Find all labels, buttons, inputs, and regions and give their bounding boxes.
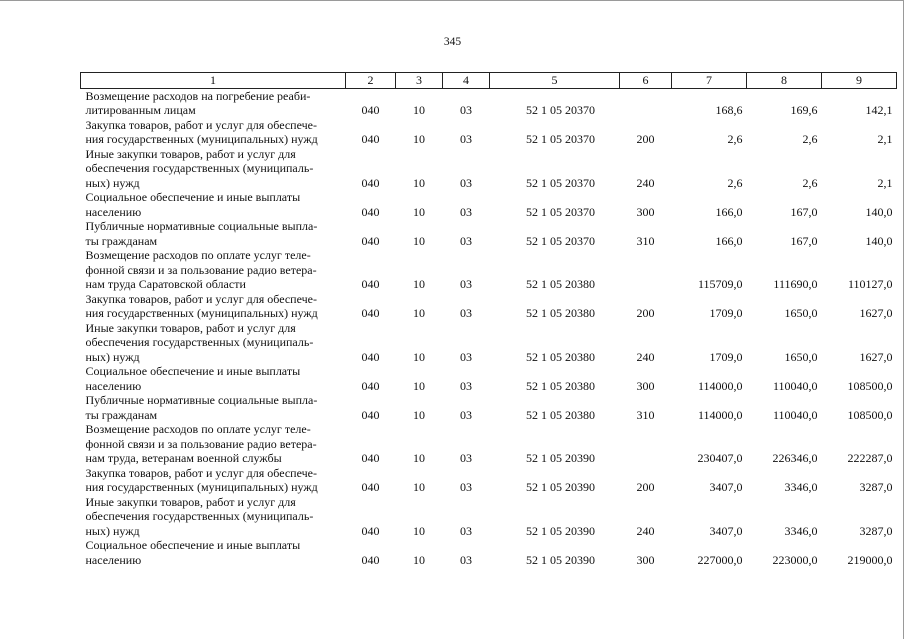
section-code: 10 [413,480,425,494]
section-code: 10 [413,103,425,117]
expense-type-code: 240 [636,349,655,364]
table-row [81,147,897,191]
amount-year-1: 1709,0 [709,306,743,320]
amount-year-1: 227000,0 [697,552,743,567]
amount-year-1: 2,6 [727,175,743,190]
amount-year-3: 1627,0 [859,306,893,320]
amount-year-2: 167,0 [790,204,818,219]
table-row [81,190,897,219]
expense-type-code: 300 [636,378,655,393]
target-article-code: 52 1 05 20370 [526,175,595,190]
expense-name: Возмещение расходов по оплате услуг теле- фонной связи и за пользование радио ветера- нам труда, ветеранам военной службы [85,422,317,465]
amount-year-1: 115709,0 [697,277,743,291]
section-code: 10 [413,378,425,393]
amount-year-2: 167,0 [790,233,818,248]
section-code: 10 [413,407,425,422]
expense-name: Закупка товаров, работ и услуг для обеспече- ния государственных (муниципальных) нужд [85,291,318,320]
amount-year-1: 166,0 [715,204,743,219]
target-article-code: 52 1 05 20370 [526,132,595,146]
target-article-code: 52 1 05 20380 [526,378,595,393]
expense-name: Иные закупки товаров, работ и услуг для обеспечения государственных (муниципаль- ных) нужд [85,320,314,364]
amount-year-2: 226346,0 [772,451,818,465]
target-article-code: 52 1 05 20380 [526,349,595,364]
expense-name: Социальное обеспечение и иные выплаты населению [85,190,301,219]
expense-name: Иные закупки товаров, работ и услуг для обеспечения государственных (муниципаль- ных) нужд [85,146,314,190]
expense-type-code: 300 [636,204,655,219]
amount-year-3: 140,0 [865,204,893,219]
expense-name: Социальное обеспечение и иные выплаты населению [85,364,301,393]
table-header [81,73,897,89]
table-row [81,393,897,422]
target-article-code: 52 1 05 20380 [526,277,595,291]
amount-year-2: 111690,0 [773,277,818,291]
subsection-code: 03 [460,233,472,248]
target-article-code: 52 1 05 20370 [526,103,595,117]
amount-year-1: 166,0 [715,233,743,248]
ministry-code: 040 [361,349,380,364]
amount-year-3: 1627,0 [859,349,893,364]
amount-year-2: 1650,0 [784,349,818,364]
expense-type-code: 200 [636,306,655,320]
table-row [81,248,897,292]
subsection-code: 03 [460,407,472,422]
table-body [81,88,897,567]
table-row [81,364,897,393]
column-header-4: 4 [443,73,490,89]
amount-year-2: 3346,0 [784,480,818,494]
subsection-code: 03 [460,523,472,538]
expense-name: Публичные нормативные социальные выпла- ты гражданам [85,219,318,248]
table-row [81,321,897,365]
amount-year-1: 230407,0 [697,451,743,465]
subsection-code: 03 [460,480,472,494]
expense-name: Социальное обеспечение и иные выплаты населению [85,538,301,567]
target-article-code: 52 1 05 20390 [526,552,595,567]
expense-type-code: 310 [636,407,655,422]
amount-year-1: 114000,0 [697,378,743,393]
amount-year-1: 168,6 [715,103,743,117]
target-article-code: 52 1 05 20370 [526,233,595,248]
budget-table [80,72,897,567]
amount-year-3: 110127,0 [847,277,893,291]
expense-type-code: 200 [636,132,655,146]
expense-name: Закупка товаров, работ и услуг для обеспече- ния государственных (муниципальных) нужд [85,117,318,146]
table-row [81,422,897,466]
section-code: 10 [413,204,425,219]
target-article-code: 52 1 05 20390 [526,480,595,494]
section-code: 10 [413,233,425,248]
amount-year-2: 110040,0 [772,378,818,393]
amount-year-1: 3407,0 [709,480,743,494]
column-header-1: 1 [81,73,346,89]
ministry-code: 040 [361,451,380,465]
section-code: 10 [413,349,425,364]
table-row [81,292,897,321]
amount-year-1: 2,6 [727,132,743,146]
amount-year-2: 2,6 [802,175,818,190]
amount-year-1: 1709,0 [709,349,743,364]
table-row [81,466,897,495]
ministry-code: 040 [361,233,380,248]
table-row [81,88,897,118]
column-header-8: 8 [747,73,822,89]
section-code: 10 [413,552,425,567]
table-row [81,118,897,147]
amount-year-2: 2,6 [802,132,818,146]
amount-year-2: 110040,0 [772,407,818,422]
table-row [81,538,897,567]
column-header-3: 3 [396,73,443,89]
expense-name: Закупка товаров, работ и услуг для обеспече- ния государственных (муниципальных) нужд [85,465,318,494]
amount-year-3: 222287,0 [847,451,893,465]
amount-year-3: 108500,0 [847,378,893,393]
column-header-2: 2 [346,73,396,89]
section-code: 10 [413,175,425,190]
column-header-9: 9 [822,73,897,89]
target-article-code: 52 1 05 20390 [526,451,595,465]
subsection-code: 03 [460,175,472,190]
ministry-code: 040 [361,175,380,190]
amount-year-3: 2,1 [877,132,893,146]
section-code: 10 [413,306,425,320]
table-row [81,219,897,248]
subsection-code: 03 [460,204,472,219]
section-code: 10 [413,451,425,465]
subsection-code: 03 [460,451,472,465]
expense-name: Публичные нормативные социальные выпла- ты гражданам [85,393,318,422]
amount-year-2: 169,6 [790,103,818,117]
target-article-code: 52 1 05 20390 [526,523,595,538]
amount-year-3: 108500,0 [847,407,893,422]
subsection-code: 03 [460,378,472,393]
expense-type-code: 240 [636,175,655,190]
subsection-code: 03 [460,306,472,320]
expense-type-code: 240 [636,523,655,538]
amount-year-3: 142,1 [865,103,893,117]
section-code: 10 [413,132,425,146]
section-code: 10 [413,523,425,538]
subsection-code: 03 [460,349,472,364]
ministry-code: 040 [361,132,380,146]
expense-type-code: 310 [636,233,655,248]
amount-year-3: 2,1 [877,175,893,190]
expense-name: Возмещение расходов на погребение реаби- литированным лицам [85,88,311,117]
expense-type-code [620,88,672,118]
amount-year-1: 3407,0 [709,523,743,538]
ministry-code: 040 [361,480,380,494]
subsection-code: 03 [460,132,472,146]
column-header-7: 7 [672,73,747,89]
amount-year-3: 219000,0 [847,552,893,567]
header-row [81,73,897,89]
target-article-code: 52 1 05 20370 [526,204,595,219]
amount-year-2: 3346,0 [784,523,818,538]
amount-year-2: 1650,0 [784,306,818,320]
amount-year-3: 3287,0 [859,523,893,538]
expense-type-code: 200 [636,480,655,494]
expense-type-code [620,248,672,292]
expense-type-code: 300 [636,552,655,567]
subsection-code: 03 [460,552,472,567]
page-number: 345 [443,36,462,48]
ministry-code: 040 [361,277,380,291]
expense-name: Возмещение расходов по оплате услуг теле- фонной связи и за пользование радио ветера- нам труда Саратовской области [85,248,317,291]
ministry-code: 040 [361,306,380,320]
ministry-code: 040 [361,204,380,219]
ministry-code: 040 [361,552,380,567]
amount-year-1: 114000,0 [697,407,743,422]
ministry-code: 040 [361,103,380,117]
section-code: 10 [413,277,425,291]
subsection-code: 03 [460,103,472,117]
target-article-code: 52 1 05 20380 [526,306,595,320]
amount-year-2: 223000,0 [772,552,818,567]
column-header-5: 5 [490,73,620,89]
table-row [81,495,897,539]
target-article-code: 52 1 05 20380 [526,407,595,422]
amount-year-3: 140,0 [865,233,893,248]
ministry-code: 040 [361,378,380,393]
subsection-code: 03 [460,277,472,291]
column-header-6: 6 [620,73,672,89]
amount-year-3: 3287,0 [859,480,893,494]
ministry-code: 040 [361,407,380,422]
ministry-code: 040 [361,523,380,538]
expense-name: Иные закупки товаров, работ и услуг для обеспечения государственных (муниципаль- ных) нужд [85,494,314,538]
expense-type-code [620,422,672,466]
